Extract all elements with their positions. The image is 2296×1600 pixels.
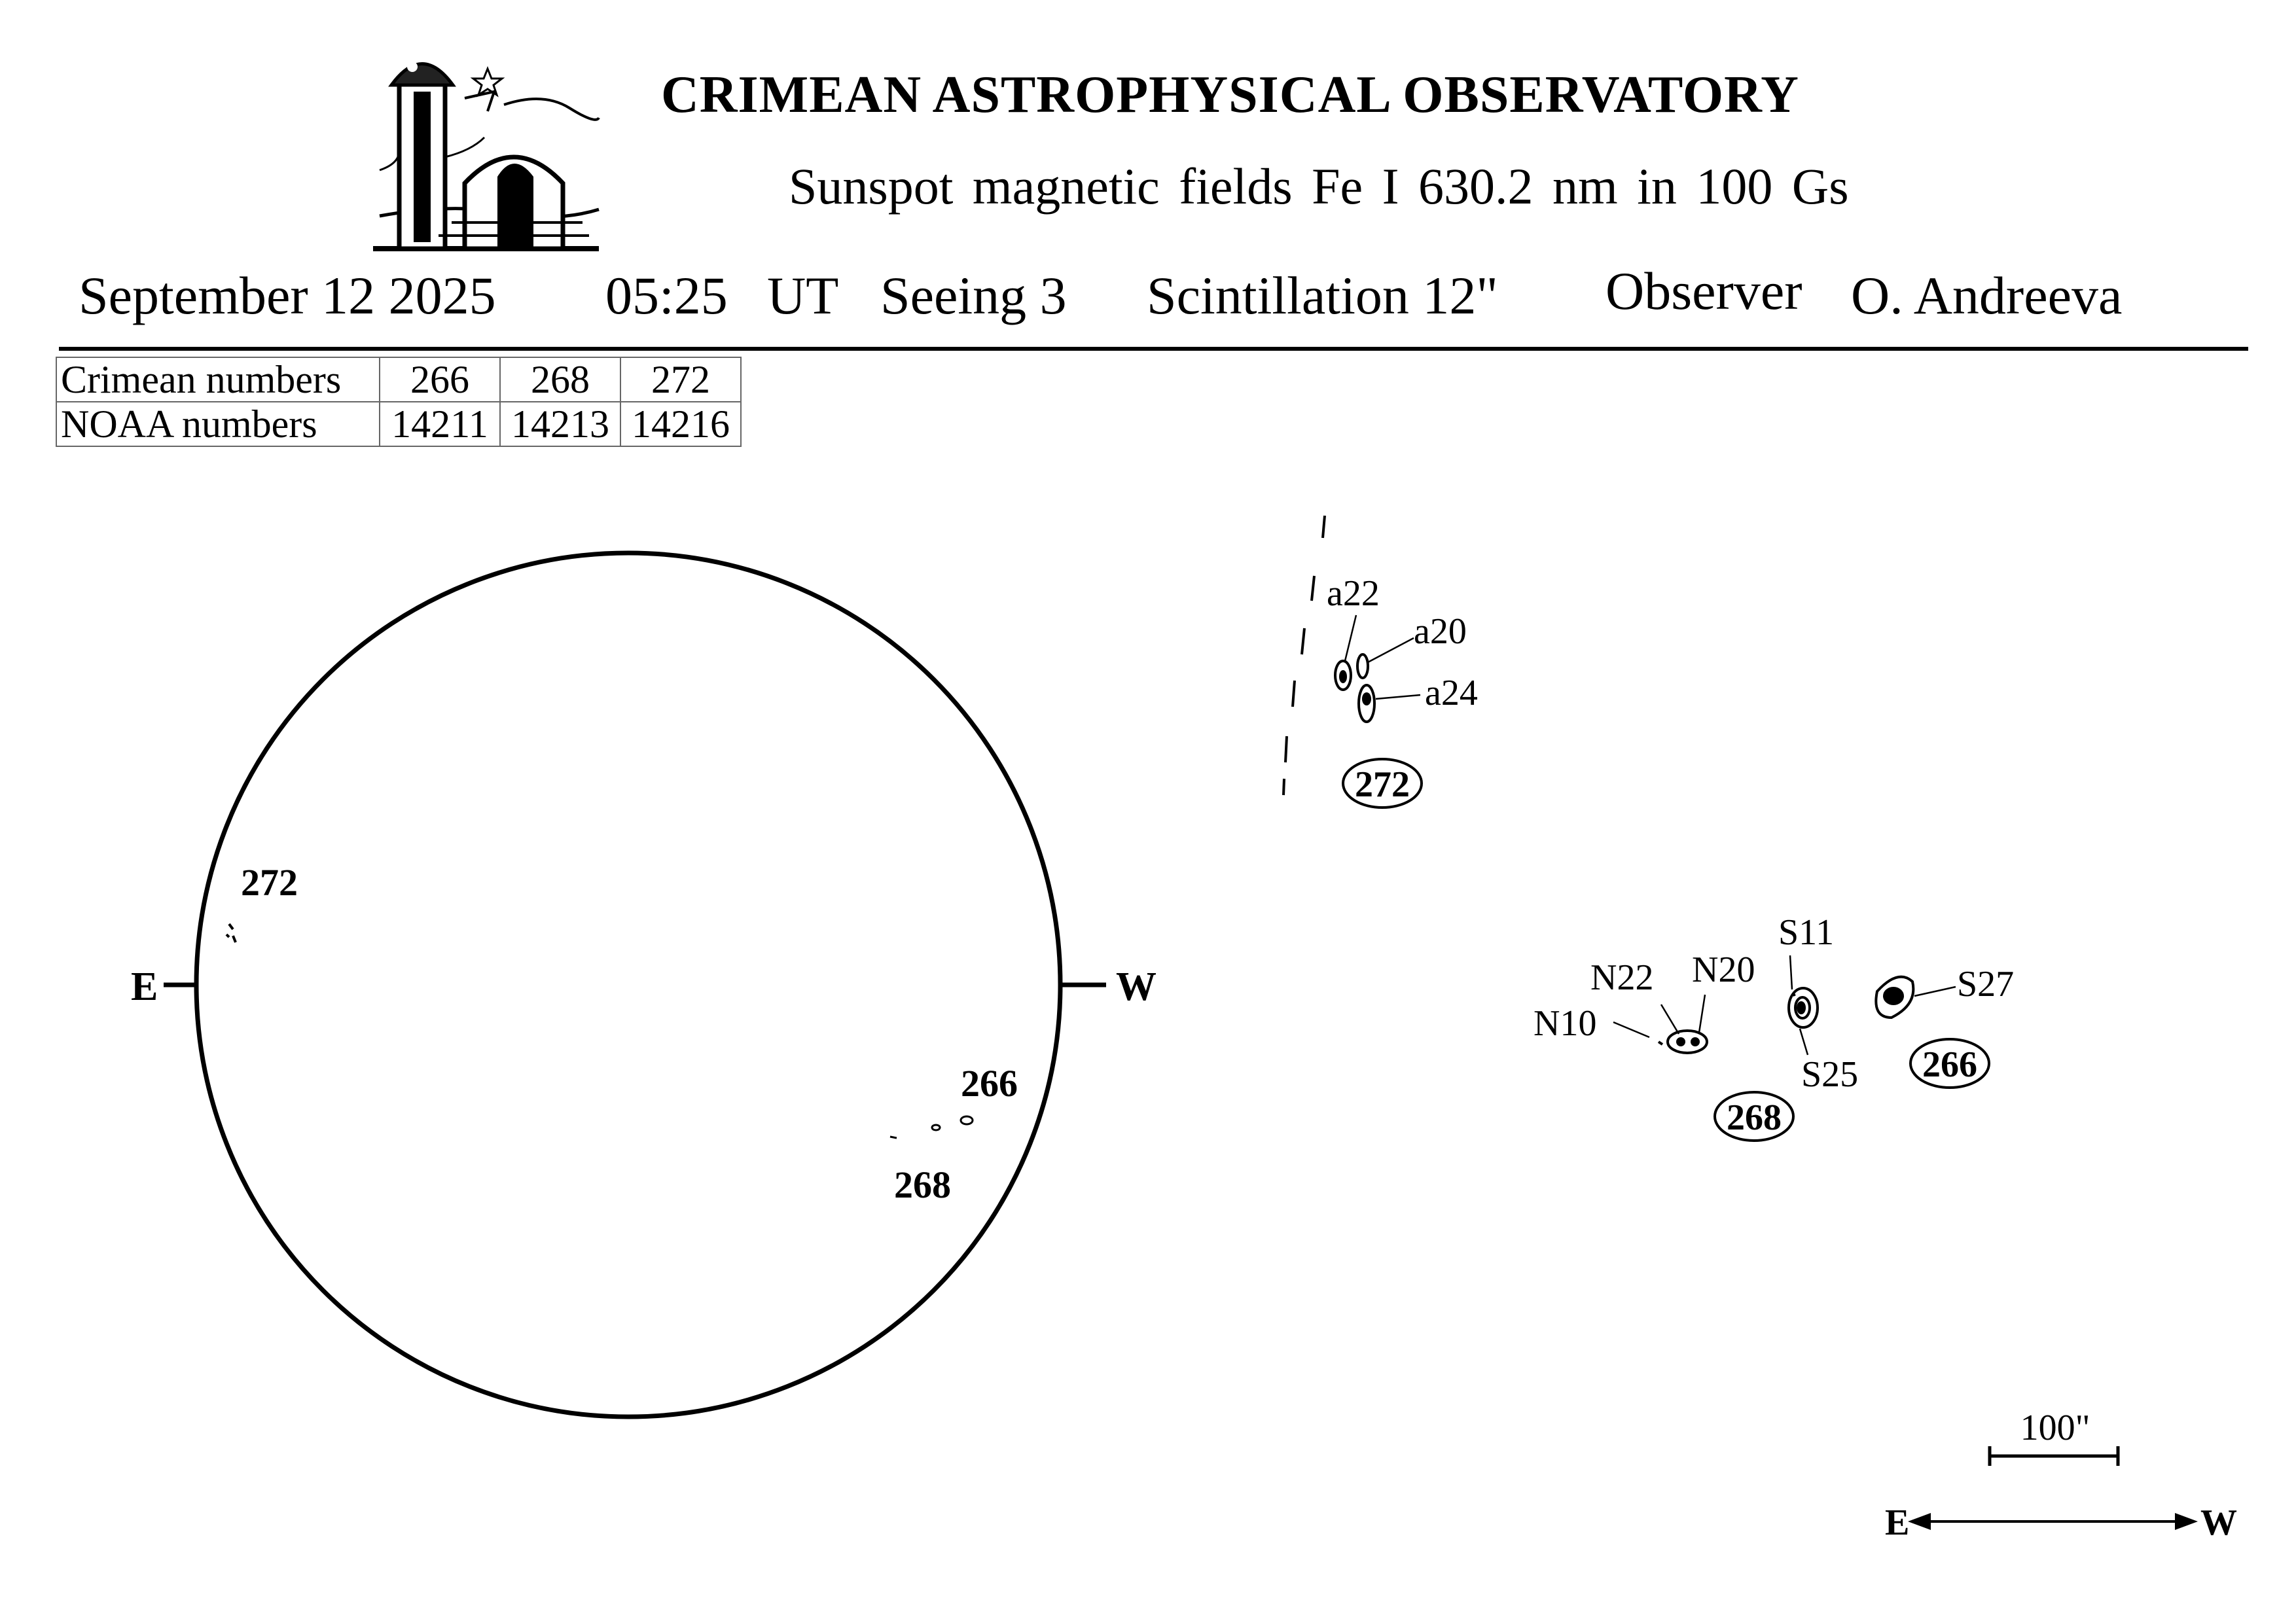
- observation-timezone: UT: [767, 266, 839, 325]
- disk-east-label: E: [131, 965, 158, 1009]
- region-268-contours: [1659, 988, 1818, 1053]
- disk-west-label: W: [1116, 965, 1157, 1009]
- region-272-contours: [1335, 654, 1374, 722]
- disk-region-272-spots: [226, 924, 236, 942]
- spot-label-a22: a22: [1327, 573, 1380, 614]
- disk-region-266-label: 266: [961, 1062, 1018, 1105]
- scale-label: 100": [2020, 1408, 2090, 1448]
- region-272-badge-label: 272: [1355, 764, 1410, 805]
- disk-region-266-268-spots: [890, 1116, 973, 1138]
- observation-date: September 12 2025: [79, 266, 496, 325]
- table-cell: 14211: [380, 402, 500, 446]
- spot-label-a24: a24: [1425, 673, 1478, 713]
- region-272-leaders: [1345, 615, 1420, 699]
- observer-name: O. Andreeva: [1851, 266, 2123, 325]
- map-subtitle: Sunspot magnetic fields Fe I 630.2 nm in 100 Gs: [789, 158, 1849, 215]
- table-cell: 14213: [500, 402, 620, 446]
- observer-label: Observer: [1605, 261, 1803, 321]
- region-266-contours: [1876, 977, 1913, 1018]
- row-label: Crimean numbers: [56, 357, 380, 402]
- spot-label-s11: S11: [1778, 912, 1835, 953]
- spot-label-n22: N22: [1590, 957, 1654, 998]
- seeing-value: Seeing 3: [880, 266, 1067, 325]
- scale-bar: [1990, 1446, 2118, 1466]
- region-268-badge-label: 268: [1727, 1097, 1782, 1138]
- region-266-268-leaders: [1613, 955, 1956, 1055]
- table-cell: 266: [380, 357, 500, 402]
- table-cell: 268: [500, 357, 620, 402]
- disk-region-268-label: 268: [894, 1164, 951, 1206]
- arrow-east-label: E: [1885, 1502, 1910, 1543]
- disk-region-272-label: 272: [241, 861, 298, 904]
- spot-label-a20: a20: [1414, 611, 1467, 652]
- spot-label-s27: S27: [1957, 964, 2015, 1004]
- spot-label-n10: N10: [1534, 1003, 1597, 1044]
- arrow-west-label: W: [2200, 1502, 2237, 1543]
- solar-disk: [196, 553, 1060, 1417]
- spot-label-s25: S25: [1801, 1054, 1859, 1095]
- observation-time: 05:25: [605, 266, 728, 325]
- table-cell: 272: [620, 357, 741, 402]
- scintillation-value: Scintillation 12": [1147, 266, 1498, 325]
- spot-label-n20: N20: [1692, 950, 1755, 990]
- orientation-arrow: [1908, 1513, 2198, 1530]
- region-266-badge-label: 266: [1922, 1044, 1977, 1085]
- table-cell: 14216: [620, 402, 741, 446]
- observatory-title: CRIMEAN ASTROPHYSICAL OBSERVATORY: [661, 66, 1799, 124]
- row-label: NOAA numbers: [56, 402, 380, 446]
- limb-arc: [1283, 516, 1325, 795]
